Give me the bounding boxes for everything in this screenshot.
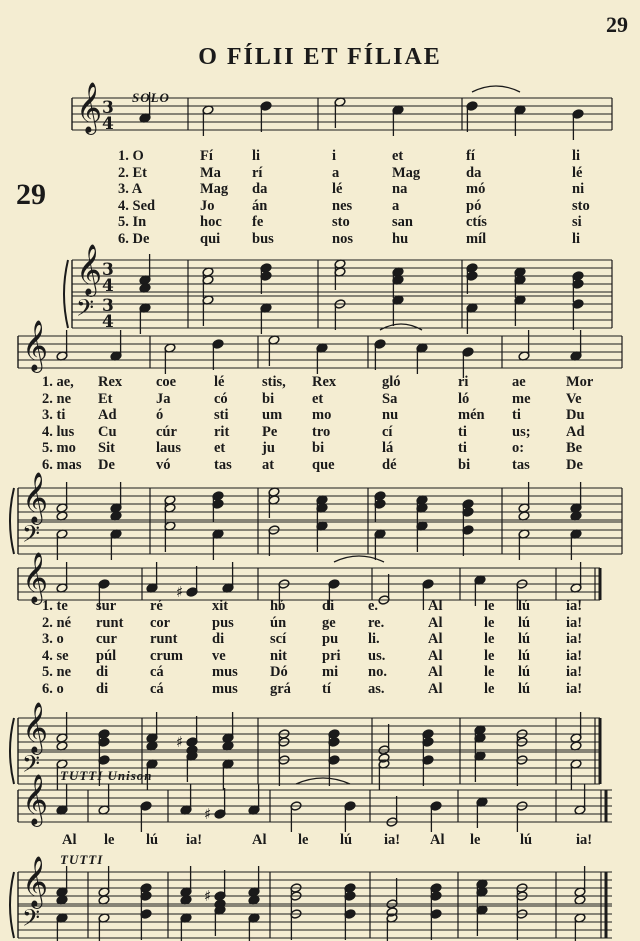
lyric-syllable: hó bbox=[270, 598, 286, 614]
lyric-syllable: rit bbox=[214, 423, 230, 440]
lyric-syllable: le bbox=[484, 614, 495, 631]
lyric-syllable: lú bbox=[518, 647, 531, 664]
lyric-syllable: ia! bbox=[566, 680, 583, 697]
lyric-syllable: si bbox=[572, 214, 582, 230]
lyric-syllable: cúr bbox=[156, 423, 177, 440]
lyric-syllable: 2. né bbox=[42, 614, 71, 631]
system1-bass-time-bottom: 4 bbox=[102, 312, 114, 332]
system1-voice-time-bottom: 4 bbox=[102, 114, 114, 134]
solo-direction: SOLO bbox=[132, 90, 170, 105]
system1-bass-time-top: 3 bbox=[102, 296, 114, 316]
lyric-syllable: pu bbox=[322, 631, 339, 647]
lyric-syllable: Al bbox=[428, 631, 443, 647]
lyric-syllable: Pe bbox=[262, 423, 278, 440]
lyric-syllable: sto bbox=[332, 214, 350, 230]
lyric-syllable: lú bbox=[518, 631, 531, 647]
lyric-syllable: li bbox=[572, 148, 581, 164]
lyric-syllable: at bbox=[262, 456, 275, 473]
lyric-syllable: Ad bbox=[566, 423, 585, 440]
lyric-syllable: me bbox=[512, 390, 531, 407]
lyric-syllable: lú bbox=[518, 614, 531, 631]
lyric-syllable: tro bbox=[312, 423, 331, 440]
lyric-syllable: Al bbox=[428, 680, 443, 697]
lyric-syllable: lú bbox=[518, 680, 531, 697]
lyric-syllable: ún bbox=[270, 614, 287, 631]
lyric-syllable: bus bbox=[252, 230, 274, 247]
lyric-syllable: bi bbox=[262, 390, 275, 407]
lyric-syllable: Al bbox=[428, 647, 443, 664]
lyric-syllable: ia! bbox=[186, 832, 203, 848]
lyric-syllable: Al bbox=[252, 832, 267, 848]
system3-treble-clef: 𝄞 bbox=[22, 702, 49, 753]
system3-voice-clef: 𝄞 bbox=[22, 552, 49, 603]
lyric-syllable: ve bbox=[212, 647, 226, 664]
lyric-syllable: dé bbox=[382, 456, 397, 473]
slur bbox=[380, 324, 422, 330]
lyric-syllable: tas bbox=[512, 456, 530, 473]
lyric-syllable: 4. lus bbox=[42, 423, 75, 440]
lyric-syllable: sti bbox=[214, 407, 229, 423]
lyric-syllable: Ve bbox=[566, 390, 582, 407]
lyric-syllable: nes bbox=[332, 197, 353, 214]
lyric-syllable: ia! bbox=[566, 598, 583, 614]
lyric-syllable: ri bbox=[458, 374, 469, 390]
lyric-syllable: le bbox=[104, 832, 115, 848]
lyric-syllable: 4. se bbox=[42, 647, 69, 664]
lyric-syllable: 6. o bbox=[42, 680, 64, 697]
lyric-syllable: hu bbox=[392, 230, 409, 247]
lyric-syllable: scí bbox=[270, 631, 287, 647]
sharp-sign: ♯ bbox=[204, 805, 212, 823]
lyric-syllable: ia! bbox=[566, 614, 583, 631]
lyric-syllable: pó bbox=[466, 197, 482, 214]
lyric-syllable: ia! bbox=[384, 832, 401, 848]
slur bbox=[472, 86, 520, 92]
lyric-syllable: ré bbox=[150, 598, 163, 614]
page-number: 29 bbox=[606, 12, 628, 37]
lyric-syllable: da bbox=[252, 181, 268, 197]
lyric-syllable: Al bbox=[62, 832, 77, 848]
lyric-syllable: o: bbox=[512, 440, 525, 456]
lyric-syllable: Mor bbox=[566, 374, 594, 390]
lyric-syllable: 5. mo bbox=[42, 440, 76, 456]
system1-bass-clef: 𝄢 bbox=[76, 294, 95, 327]
system3-bass-clef: 𝄢 bbox=[22, 750, 41, 783]
lyric-syllable: grá bbox=[270, 680, 291, 697]
lyric-syllable: us. bbox=[368, 647, 386, 664]
lyric-syllable: et bbox=[312, 390, 324, 407]
lyric-syllable: ia! bbox=[566, 647, 583, 664]
lyric-syllable: vó bbox=[156, 456, 171, 473]
slur bbox=[334, 556, 384, 562]
lyric-syllable: ia! bbox=[566, 664, 583, 680]
lyric-syllable: ae bbox=[512, 374, 526, 390]
lyric-syllable: le bbox=[484, 598, 495, 614]
lyric-syllable: lá bbox=[382, 440, 394, 456]
lyric-syllable: Rex bbox=[98, 374, 123, 390]
lyric-syllable: míl bbox=[466, 230, 487, 247]
lyric-syllable: le bbox=[298, 832, 309, 848]
lyric-syllable: di bbox=[212, 631, 225, 647]
lyric-syllable: i bbox=[332, 148, 337, 164]
hymn-title: O FÍLII ET FÍLIAE bbox=[198, 44, 442, 70]
lyric-syllable: no. bbox=[368, 664, 387, 680]
lyric-syllable: san bbox=[392, 214, 413, 230]
system4-bass-clef: 𝄢 bbox=[22, 904, 41, 937]
lyric-syllable: us; bbox=[512, 423, 531, 440]
lyric-syllable: nu bbox=[382, 407, 399, 423]
lyric-syllable: que bbox=[312, 456, 335, 473]
lyric-syllable: 1. te bbox=[42, 598, 68, 614]
lyric-syllable: ti bbox=[512, 407, 521, 423]
sharp-sign: ♯ bbox=[204, 887, 212, 905]
lyric-syllable: 1. ae, bbox=[42, 374, 74, 390]
lyric-syllable: e. bbox=[368, 598, 379, 614]
lyric-syllable: 5. In bbox=[118, 214, 147, 230]
lyric-syllable: án bbox=[252, 197, 268, 214]
lyric-syllable: Du bbox=[566, 407, 585, 423]
lyric-syllable: De bbox=[566, 456, 583, 473]
lyric-syllable: mus bbox=[212, 680, 238, 697]
system2-brace bbox=[10, 488, 14, 554]
lyric-syllable: 1. O bbox=[118, 148, 144, 164]
lyric-syllable: re. bbox=[368, 614, 385, 631]
lyric-syllable: ge bbox=[322, 614, 336, 631]
lyric-syllable: Sit bbox=[98, 440, 115, 456]
lyric-syllable: ni bbox=[572, 181, 585, 197]
lyric-syllable: 6. De bbox=[118, 230, 150, 247]
lyric-syllable: cá bbox=[150, 664, 164, 680]
lyric-syllable: le bbox=[484, 631, 495, 647]
lyric-syllable: có bbox=[214, 390, 228, 407]
lyric-syllable: et bbox=[392, 148, 404, 164]
lyric-syllable: ti bbox=[458, 440, 467, 456]
lyric-syllable: di bbox=[96, 664, 109, 680]
lyric-syllable: Mag bbox=[392, 164, 421, 181]
lyric-syllable: tas bbox=[214, 456, 232, 473]
system1-voice-time-top: 3 bbox=[102, 98, 114, 118]
lyric-syllable: ju bbox=[262, 440, 275, 456]
lyric-syllable: tí bbox=[322, 680, 331, 697]
lyric-syllable: lé bbox=[332, 181, 343, 197]
lyric-syllable: um bbox=[262, 407, 283, 423]
lyric-syllable: lé bbox=[214, 374, 225, 390]
lyric-syllable: di bbox=[322, 598, 335, 614]
lyric-syllable: mó bbox=[466, 181, 486, 197]
lyric-syllable: lú bbox=[518, 664, 531, 680]
lyric-syllable: bi bbox=[458, 456, 471, 473]
system4-treble-clef: 𝄞 bbox=[22, 856, 49, 907]
lyric-syllable: laus bbox=[156, 440, 181, 456]
lyric-syllable: 3. ti bbox=[42, 407, 66, 423]
lyric-syllable: ctís bbox=[466, 214, 487, 230]
lyric-syllable: lé bbox=[572, 164, 583, 181]
lyric-syllable: runt bbox=[150, 631, 178, 647]
lyric-syllable: coe bbox=[156, 374, 177, 390]
lyric-syllable: 2. ne bbox=[42, 390, 71, 407]
lyric-syllable: mus bbox=[212, 664, 238, 680]
lyric-syllable: Sa bbox=[382, 390, 398, 407]
lyric-syllable: 2. Et bbox=[118, 164, 147, 181]
lyric-syllable: ia! bbox=[576, 832, 593, 848]
lyric-syllable: ó bbox=[156, 407, 164, 423]
slur bbox=[296, 778, 350, 784]
lyric-syllable: Rex bbox=[312, 374, 337, 390]
lyric-syllable: ia! bbox=[566, 631, 583, 647]
lyric-syllable: 6. mas bbox=[42, 456, 82, 473]
lyric-syllable: crum bbox=[150, 647, 184, 664]
lyric-syllable: da bbox=[466, 164, 482, 181]
lyric-syllable: le bbox=[470, 832, 481, 848]
lyric-syllable: De bbox=[98, 456, 115, 473]
lyric-syllable: Dó bbox=[270, 664, 288, 680]
lyric-syllable: hoc bbox=[200, 214, 222, 230]
lyric-syllable: lú bbox=[518, 598, 531, 614]
lyric-syllable: li bbox=[252, 148, 261, 164]
lyric-syllable: púl bbox=[96, 647, 117, 664]
lyric-syllable: Mag bbox=[200, 181, 229, 197]
lyric-syllable: lú bbox=[340, 832, 353, 848]
lyric-syllable: li bbox=[572, 230, 581, 247]
system2-voice-clef: 𝄞 bbox=[22, 320, 49, 371]
lyric-syllable: Ja bbox=[156, 390, 171, 407]
system2-treble-clef: 𝄞 bbox=[22, 472, 49, 523]
lyric-syllable: mi bbox=[322, 664, 339, 680]
lyric-syllable: a bbox=[392, 197, 400, 214]
lyric-syllable: bi bbox=[312, 440, 325, 456]
lyric-syllable: sto bbox=[572, 197, 590, 214]
sharp-sign: ♯ bbox=[176, 583, 184, 601]
lyric-syllable: 4. Sed bbox=[118, 197, 156, 214]
lyric-syllable: 5. ne bbox=[42, 664, 71, 680]
lyric-syllable: nit bbox=[270, 647, 287, 664]
lyric-syllable: le bbox=[484, 664, 495, 680]
lyric-syllable: li. bbox=[368, 631, 380, 647]
lyric-syllable: Ma bbox=[200, 164, 221, 181]
lyric-syllable: Al bbox=[428, 664, 443, 680]
lyric-syllable: Fí bbox=[200, 148, 213, 164]
sharp-sign: ♯ bbox=[176, 733, 184, 751]
lyric-syllable: nos bbox=[332, 230, 353, 247]
lyric-syllable: di bbox=[96, 680, 109, 697]
lyric-syllable: Al bbox=[428, 614, 443, 631]
lyric-syllable: lú bbox=[520, 832, 533, 848]
lyric-syllable: mo bbox=[312, 407, 332, 423]
system1-brace bbox=[64, 260, 68, 328]
lyric-syllable: gló bbox=[382, 374, 401, 390]
lyric-syllable: runt bbox=[96, 614, 124, 631]
lyric-syllable: fe bbox=[252, 214, 264, 230]
lyric-syllable: Et bbox=[98, 390, 113, 407]
lyric-syllable: pri bbox=[322, 647, 341, 664]
lyric-syllable: ló bbox=[458, 390, 470, 407]
lyric-syllable: Be bbox=[566, 440, 583, 456]
lyric-syllable: fí bbox=[466, 148, 475, 164]
system4-voice-clef: 𝄞 bbox=[22, 774, 49, 825]
tutti-unison-direction: TUTTI Unison bbox=[60, 768, 153, 783]
lyric-syllable: le bbox=[484, 647, 495, 664]
tutti-direction: TUTTI bbox=[60, 852, 104, 867]
lyric-syllable: as. bbox=[368, 680, 385, 697]
hymn-number: 29 bbox=[16, 178, 46, 211]
lyric-syllable: sur bbox=[96, 598, 117, 614]
lyric-syllable: xit bbox=[212, 598, 229, 614]
system1-treble-clef: 𝄞 bbox=[76, 244, 103, 295]
lyric-syllable: ti bbox=[458, 423, 467, 440]
lyric-syllable: a bbox=[332, 164, 340, 181]
lyric-syllable: qui bbox=[200, 230, 221, 247]
lyric-syllable: pus bbox=[212, 614, 234, 631]
system2-bass-clef: 𝄢 bbox=[22, 520, 41, 553]
lyric-syllable: Al bbox=[430, 832, 445, 848]
lyric-syllable: lú bbox=[146, 832, 159, 848]
lyric-syllable: na bbox=[392, 181, 408, 197]
system1-voice-clef: 𝄞 bbox=[76, 82, 103, 133]
lyric-syllable: Al bbox=[428, 598, 443, 614]
lyric-syllable: 3. A bbox=[118, 181, 143, 197]
lyric-syllable: Ad bbox=[98, 407, 117, 423]
lyric-syllable: Jo bbox=[200, 197, 215, 214]
system1-treble-time-bottom: 4 bbox=[102, 276, 114, 296]
lyric-syllable: rí bbox=[252, 164, 263, 181]
lyric-syllable: mén bbox=[458, 407, 485, 423]
lyric-syllable: stis, bbox=[262, 374, 286, 390]
lyric-syllable: cur bbox=[96, 631, 117, 647]
system1-treble-time-top: 3 bbox=[102, 260, 114, 280]
lyric-syllable: cor bbox=[150, 614, 171, 631]
lyric-syllable: 3. o bbox=[42, 631, 64, 647]
lyric-syllable: le bbox=[484, 680, 495, 697]
lyric-syllable: cí bbox=[382, 423, 393, 440]
lyric-syllable: cá bbox=[150, 680, 164, 697]
system3-brace bbox=[10, 718, 14, 784]
system4-brace bbox=[10, 872, 14, 938]
lyric-syllable: Cu bbox=[98, 423, 117, 440]
lyric-syllable: et bbox=[214, 440, 226, 456]
